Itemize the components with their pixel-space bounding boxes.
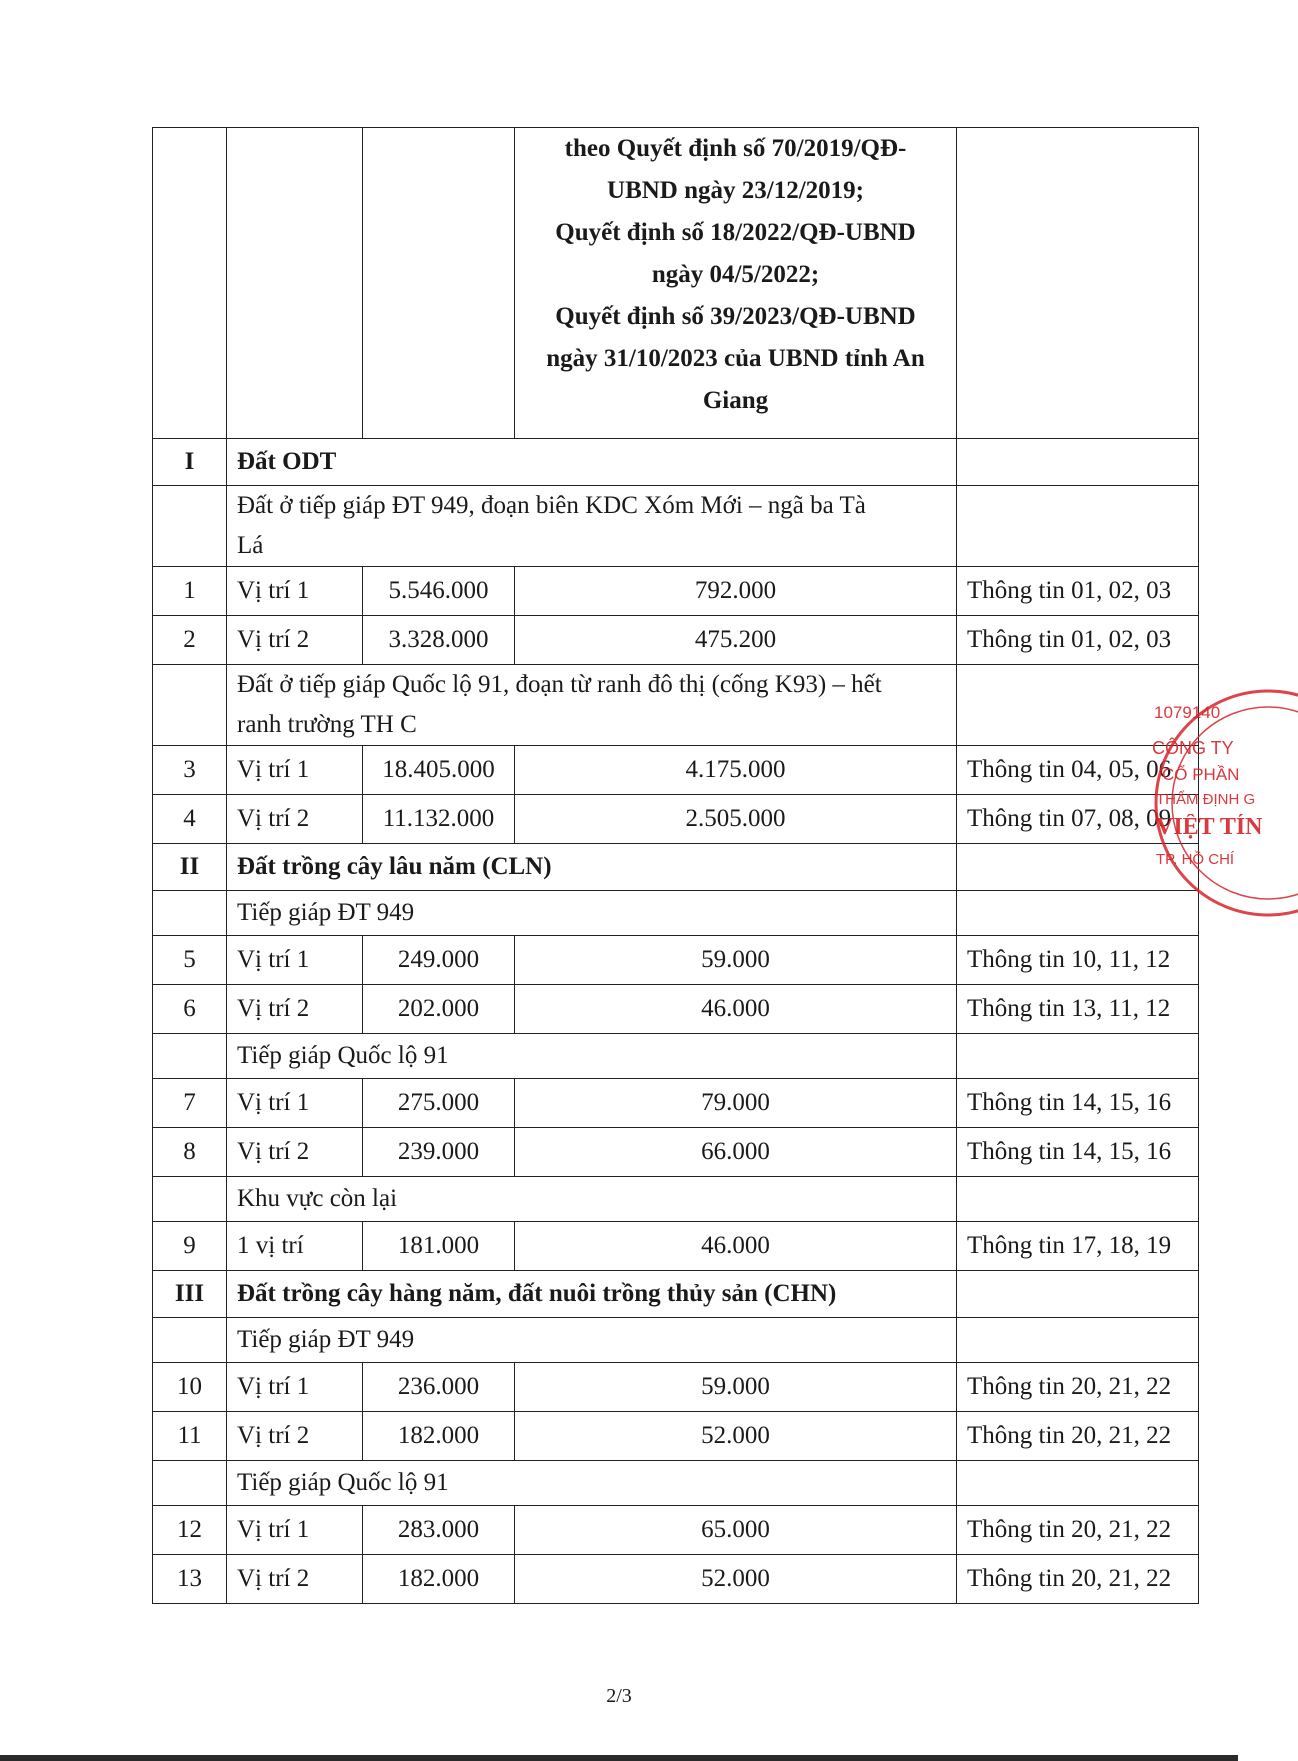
svg-text:CỔ PHẦN: CỔ PHẦN bbox=[1162, 765, 1240, 784]
row-number: 11 bbox=[153, 1412, 227, 1461]
reference-note: Thông tin 04, 05, 06 bbox=[957, 746, 1199, 795]
price-value: 65.000 bbox=[515, 1506, 957, 1555]
position-name: Vị trí 1 bbox=[227, 1506, 363, 1555]
empty-cell bbox=[153, 128, 227, 439]
price-value: 46.000 bbox=[515, 1222, 957, 1271]
table-row bbox=[153, 1363, 1199, 1412]
unit-price: 239.000 bbox=[363, 1128, 515, 1177]
table-row bbox=[153, 1506, 1199, 1555]
section-row bbox=[153, 1271, 1199, 1318]
row-number: 8 bbox=[153, 1128, 227, 1177]
row-number: 3 bbox=[153, 746, 227, 795]
legal-basis-line: ngày 04/5/2022; bbox=[651, 261, 820, 288]
section-row bbox=[153, 844, 1199, 891]
group-title-line: Đất ở tiếp giáp ĐT 949, đoạn biên KDC Xóm Mới – ngã ba Tà bbox=[237, 492, 866, 519]
unit-price: 3.328.000 bbox=[363, 616, 515, 665]
group-title bbox=[227, 1318, 957, 1363]
price-value: 59.000 bbox=[515, 936, 957, 985]
position-name: Vị trí 2 bbox=[227, 795, 363, 844]
legal-basis-header bbox=[515, 128, 957, 439]
section-title: Đất trồng cây hàng năm, đất nuôi trồng thủy sản (CHN) bbox=[227, 1271, 957, 1318]
legal-basis-line: Giang bbox=[702, 387, 769, 414]
unit-price: 249.000 bbox=[363, 936, 515, 985]
price-value: 2.505.000 bbox=[515, 795, 957, 844]
section-code: II bbox=[153, 844, 227, 891]
table-row bbox=[153, 936, 1199, 985]
group-row bbox=[153, 1034, 1199, 1079]
position-name: Vị trí 2 bbox=[227, 985, 363, 1034]
empty-cell bbox=[363, 128, 515, 439]
row-number: 13 bbox=[153, 1555, 227, 1604]
price-value: 52.000 bbox=[515, 1555, 957, 1604]
reference-note: Thông tin 20, 21, 22 bbox=[957, 1506, 1199, 1555]
unit-price: 202.000 bbox=[363, 985, 515, 1034]
table-row bbox=[153, 1079, 1199, 1128]
row-number: 9 bbox=[153, 1222, 227, 1271]
group-title-line: ranh trường TH C bbox=[237, 711, 417, 738]
group-title bbox=[227, 665, 957, 746]
unit-price: 5.546.000 bbox=[363, 567, 515, 616]
legal-basis-line: Quyết định số 18/2022/QĐ-UBND bbox=[555, 219, 916, 246]
table-row bbox=[153, 1412, 1199, 1461]
reference-note: Thông tin 13, 11, 12 bbox=[957, 985, 1199, 1034]
section-title: Đất ODT bbox=[227, 439, 957, 486]
group-row bbox=[153, 891, 1199, 936]
group-row bbox=[153, 486, 1199, 567]
svg-text:VIỆT TÍN: VIỆT TÍN bbox=[1156, 814, 1263, 840]
position-name: Vị trí 2 bbox=[227, 1128, 363, 1177]
unit-price: 182.000 bbox=[363, 1412, 515, 1461]
table-row bbox=[153, 795, 1199, 844]
svg-text:TP. HỒ CHÍ: TP. HỒ CHÍ bbox=[1156, 851, 1235, 868]
empty-cell bbox=[957, 439, 1199, 486]
group-title-line: Tiếp giáp Quốc lộ 91 bbox=[237, 1042, 449, 1069]
position-name: Vị trí 2 bbox=[227, 616, 363, 665]
empty-cell bbox=[957, 891, 1199, 936]
unit-price: 275.000 bbox=[363, 1079, 515, 1128]
empty-cell bbox=[153, 486, 227, 567]
unit-price: 236.000 bbox=[363, 1363, 515, 1412]
price-value: 475.200 bbox=[515, 616, 957, 665]
reference-note: Thông tin 07, 08, 09 bbox=[957, 795, 1199, 844]
empty-cell bbox=[153, 891, 227, 936]
group-title-line: Khu vực còn lại bbox=[237, 1185, 398, 1212]
unit-price: 181.000 bbox=[363, 1222, 515, 1271]
group-title-line: Tiếp giáp Quốc lộ 91 bbox=[237, 1469, 449, 1496]
position-name: Vị trí 1 bbox=[227, 746, 363, 795]
group-title bbox=[227, 486, 957, 567]
group-title-line: Đất ở tiếp giáp Quốc lộ 91, đoạn từ ranh đô thị (cống K93) – hết bbox=[237, 671, 882, 698]
table-row bbox=[153, 1128, 1199, 1177]
empty-cell bbox=[957, 1271, 1199, 1318]
empty-cell bbox=[227, 128, 363, 439]
group-row bbox=[153, 1177, 1199, 1222]
price-value: 792.000 bbox=[515, 567, 957, 616]
table-row bbox=[153, 746, 1199, 795]
row-number: 4 bbox=[153, 795, 227, 844]
table-row bbox=[153, 567, 1199, 616]
unit-price: 182.000 bbox=[363, 1555, 515, 1604]
empty-cell bbox=[957, 1461, 1199, 1506]
legal-basis-line: Quyết định số 39/2023/QĐ-UBND bbox=[555, 303, 916, 330]
reference-note: Thông tin 20, 21, 22 bbox=[957, 1412, 1199, 1461]
row-number: 7 bbox=[153, 1079, 227, 1128]
empty-cell bbox=[153, 665, 227, 746]
unit-price: 18.405.000 bbox=[363, 746, 515, 795]
group-title-line: Lá bbox=[237, 532, 264, 559]
header-continuation-row bbox=[153, 128, 1199, 439]
group-row bbox=[153, 1318, 1199, 1363]
row-number: 6 bbox=[153, 985, 227, 1034]
position-name: 1 vị trí bbox=[227, 1222, 363, 1271]
row-number: 2 bbox=[153, 616, 227, 665]
empty-cell bbox=[153, 1461, 227, 1506]
group-title bbox=[227, 1177, 957, 1222]
reference-note: Thông tin 17, 18, 19 bbox=[957, 1222, 1199, 1271]
reference-note: Thông tin 10, 11, 12 bbox=[957, 936, 1199, 985]
row-number: 1 bbox=[153, 567, 227, 616]
table-row bbox=[153, 1222, 1199, 1271]
page-number: 2/3 bbox=[606, 1685, 632, 1707]
empty-cell bbox=[957, 1034, 1199, 1079]
unit-price: 11.132.000 bbox=[363, 795, 515, 844]
section-row bbox=[153, 439, 1199, 486]
reference-note: Thông tin 20, 21, 22 bbox=[957, 1363, 1199, 1412]
scan-edge bbox=[0, 1755, 1238, 1761]
empty-cell bbox=[153, 1034, 227, 1079]
position-name: Vị trí 1 bbox=[227, 936, 363, 985]
position-name: Vị trí 2 bbox=[227, 1412, 363, 1461]
price-value: 4.175.000 bbox=[515, 746, 957, 795]
table-row bbox=[153, 985, 1199, 1034]
row-number: 12 bbox=[153, 1506, 227, 1555]
reference-note: Thông tin 01, 02, 03 bbox=[957, 567, 1199, 616]
land-price-table bbox=[152, 127, 1199, 1604]
section-code: I bbox=[153, 439, 227, 486]
group-row bbox=[153, 1461, 1199, 1506]
legal-basis-line: UBND ngày 23/12/2019; bbox=[607, 177, 864, 204]
group-row bbox=[153, 665, 1199, 746]
legal-basis-line: ngày 31/10/2023 của UBND tỉnh An bbox=[546, 345, 925, 372]
group-title-line: Tiếp giáp ĐT 949 bbox=[237, 1326, 415, 1353]
price-value: 46.000 bbox=[515, 985, 957, 1034]
reference-note: Thông tin 14, 15, 16 bbox=[957, 1128, 1199, 1177]
position-name: Vị trí 1 bbox=[227, 1079, 363, 1128]
group-title bbox=[227, 1034, 957, 1079]
reference-note: Thông tin 20, 21, 22 bbox=[957, 1555, 1199, 1604]
reference-note: Thông tin 01, 02, 03 bbox=[957, 616, 1199, 665]
price-value: 79.000 bbox=[515, 1079, 957, 1128]
position-name: Vị trí 1 bbox=[227, 1363, 363, 1412]
reference-note: Thông tin 14, 15, 16 bbox=[957, 1079, 1199, 1128]
table-body bbox=[153, 128, 1199, 1604]
table-row bbox=[153, 1555, 1199, 1604]
svg-text:THẨM ĐỊNH G: THẨM ĐỊNH G bbox=[1156, 791, 1256, 808]
section-title: Đất trồng cây lâu năm (CLN) bbox=[227, 844, 957, 891]
empty-cell bbox=[957, 128, 1199, 439]
empty-cell bbox=[153, 1318, 227, 1363]
price-value: 66.000 bbox=[515, 1128, 957, 1177]
empty-cell bbox=[957, 1318, 1199, 1363]
group-title-line: Tiếp giáp ĐT 949 bbox=[237, 899, 415, 926]
unit-price: 283.000 bbox=[363, 1506, 515, 1555]
empty-cell bbox=[957, 1177, 1199, 1222]
row-number: 10 bbox=[153, 1363, 227, 1412]
section-code: III bbox=[153, 1271, 227, 1318]
price-value: 52.000 bbox=[515, 1412, 957, 1461]
group-title bbox=[227, 1461, 957, 1506]
group-title bbox=[227, 891, 957, 936]
empty-cell bbox=[957, 844, 1199, 891]
empty-cell bbox=[957, 665, 1199, 746]
price-value: 59.000 bbox=[515, 1363, 957, 1412]
table-row bbox=[153, 616, 1199, 665]
svg-text:1079140: 1079140 bbox=[1154, 703, 1221, 722]
empty-cell bbox=[153, 1177, 227, 1222]
svg-text:CÔNG TY: CÔNG TY bbox=[1152, 738, 1234, 758]
legal-basis-line: theo Quyết định số 70/2019/QĐ- bbox=[564, 135, 907, 162]
position-name: Vị trí 2 bbox=[227, 1555, 363, 1604]
position-name: Vị trí 1 bbox=[227, 567, 363, 616]
row-number: 5 bbox=[153, 936, 227, 985]
empty-cell bbox=[957, 486, 1199, 567]
